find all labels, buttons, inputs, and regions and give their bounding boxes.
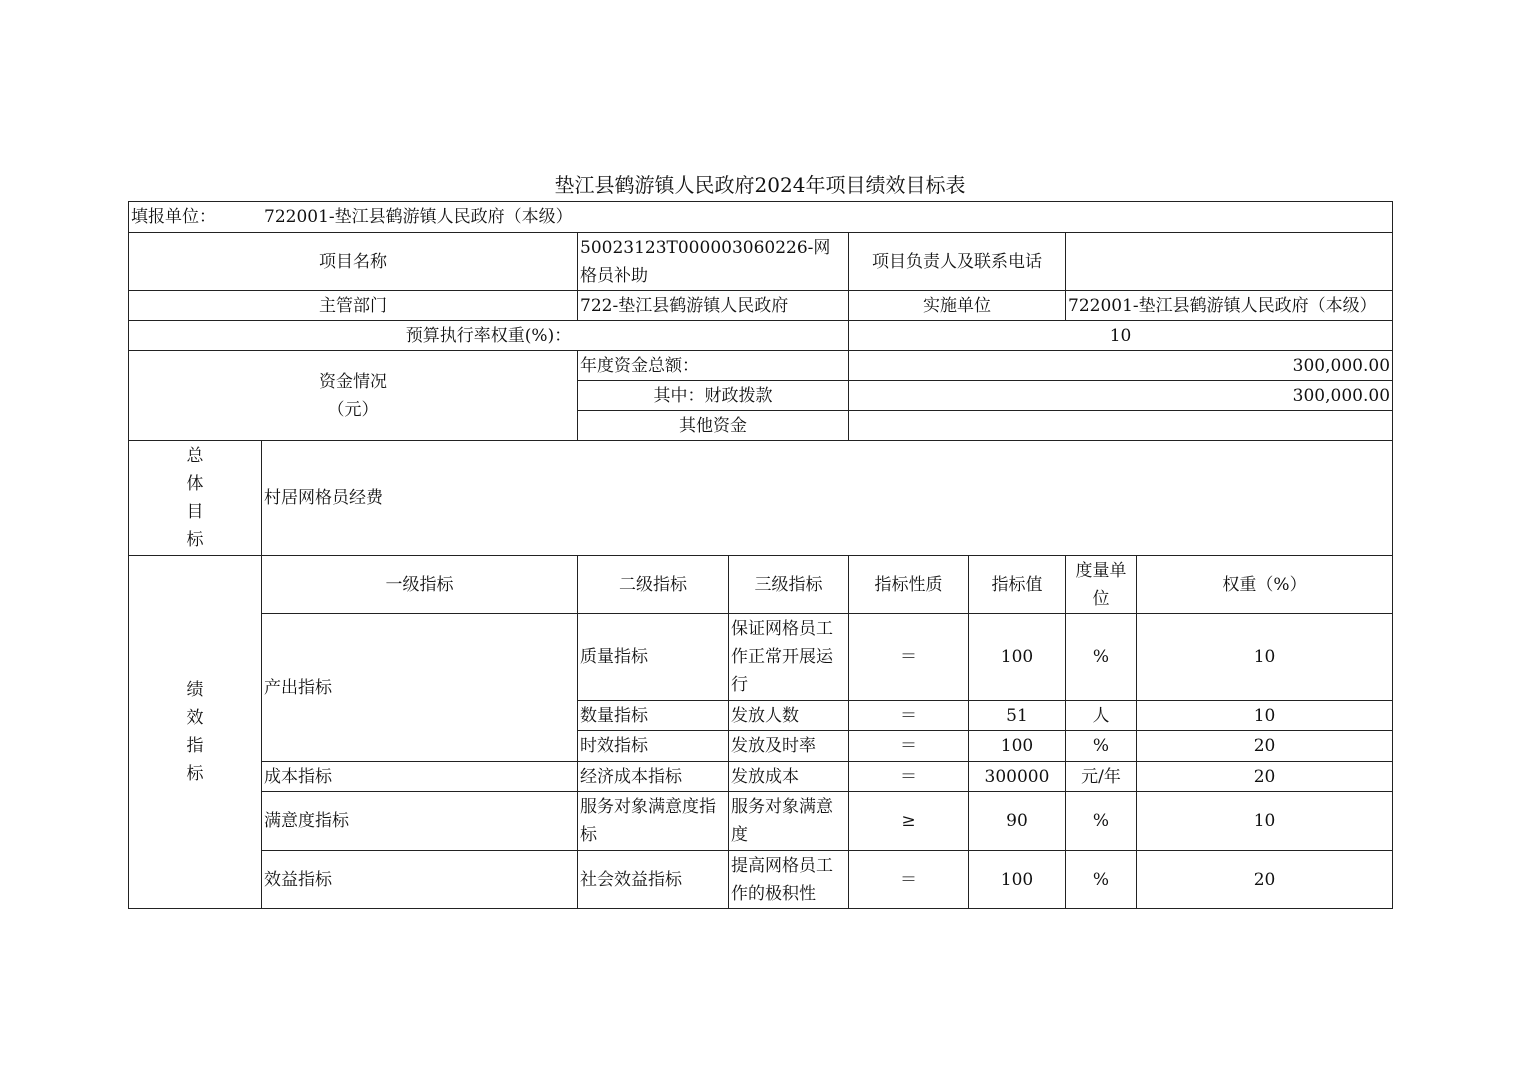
header-level1: 一级指标 [262,556,578,614]
row-l2: 服务对象满意度指标 [578,792,729,851]
row-weight: 20 [1137,851,1393,909]
indicators-label-char: 标 [186,764,204,784]
row-l3: 发放成本 [729,762,849,792]
row-value: 100 [969,731,1066,762]
goal-label-char: 体 [186,474,204,494]
project-name-label: 项目名称 [129,233,578,291]
budget-rate-value: 10 [849,321,1393,351]
dept-value: 722-垫江县鹤游镇人民政府 [578,291,849,321]
row-l3: 发放人数 [729,701,849,731]
indicators-label-char: 效 [186,708,204,728]
table-row [129,792,1393,851]
impl-unit-label: 实施单位 [849,291,1066,321]
row-l3: 提高网格员工作的极积性 [729,851,849,909]
row-weight: 10 [1137,792,1393,851]
funds-total-value: 300,000.00 [849,351,1393,381]
row-l2: 数量指标 [578,701,729,731]
goal-label-char: 总 [186,446,204,466]
header-nature: 指标性质 [849,556,969,614]
unit-label: 填报单位： [131,207,216,227]
funds-fiscal-label: 其中：财政拨款 [578,381,849,411]
project-name-value: 50023123T000003060226-网格员补助 [578,233,849,291]
funds-fiscal-value: 300,000.00 [849,381,1393,411]
funds-label-line2: （元） [327,399,379,420]
project-contact-value [1066,233,1393,291]
header-level3: 三级指标 [729,556,849,614]
unit-row [129,202,1393,233]
row-unit: % [1066,614,1137,701]
row-l2: 质量指标 [578,614,729,701]
group-benefit: 效益指标 [262,851,578,909]
unit-value: 722001-垫江县鹤游镇人民政府（本级） [264,207,573,227]
row-unit: % [1066,851,1137,909]
header-unit: 度量单位 [1066,556,1137,614]
header-weight: 权重（%） [1137,556,1393,614]
budget-rate-label: 预算执行率权重(%)： [129,321,849,351]
funds-row-total [129,351,1393,381]
header-value: 指标值 [969,556,1066,614]
funds-label [129,351,578,441]
row-nature: ＝ [849,762,969,792]
row-weight: 10 [1137,614,1393,701]
funds-other-label: 其他资金 [578,411,849,441]
funds-label-line1: 资金情况 [319,371,387,392]
row-l2: 经济成本指标 [578,762,729,792]
row-unit: % [1066,731,1137,762]
row-value: 100 [969,851,1066,909]
row-l2: 社会效益指标 [578,851,729,909]
unit-cell [129,202,1393,233]
page-title: 垫江县鹤游镇人民政府2024年项目绩效目标表 [554,173,966,197]
row-nature: ＝ [849,614,969,701]
dept-row [129,291,1393,321]
table-row [129,762,1393,792]
funds-other-value [849,411,1393,441]
group-satisfaction: 满意度指标 [262,792,578,851]
budget-rate-row [129,321,1393,351]
row-nature: ＝ [849,731,969,762]
goal-label-char: 标 [186,530,204,550]
group-output: 产出指标 [262,614,578,762]
impl-unit-value: 722001-垫江县鹤游镇人民政府（本级） [1066,291,1393,321]
row-weight: 20 [1137,731,1393,762]
group-cost: 成本指标 [262,762,578,792]
project-contact-label: 项目负责人及联系电话 [849,233,1066,291]
row-l3: 服务对象满意度 [729,792,849,851]
row-l2: 时效指标 [578,731,729,762]
funds-total-label: 年度资金总额： [578,351,849,381]
table-row [129,851,1393,909]
indicators-label-char: 绩 [186,680,204,700]
goal-label [129,441,262,556]
table-row [129,614,1393,701]
row-unit: 元/年 [1066,762,1137,792]
row-value: 51 [969,701,1066,731]
row-weight: 10 [1137,701,1393,731]
row-l3: 发放及时率 [729,731,849,762]
row-nature: ＝ [849,851,969,909]
row-unit: % [1066,792,1137,851]
indicators-label-char: 指 [186,736,204,756]
indicator-header-row [129,556,1393,614]
row-unit: 人 [1066,701,1137,731]
performance-target-table [128,201,1393,909]
goal-label-char: 目 [186,502,204,522]
row-nature: ≥ [849,792,969,851]
goal-row [129,441,1393,556]
row-value: 300000 [969,762,1066,792]
row-nature: ＝ [849,701,969,731]
row-value: 90 [969,792,1066,851]
row-value: 100 [969,614,1066,701]
header-level2: 二级指标 [578,556,729,614]
dept-label: 主管部门 [129,291,578,321]
goal-text: 村居网格员经费 [262,441,1393,556]
row-l3: 保证网格员工作正常开展运行 [729,614,849,701]
row-weight: 20 [1137,762,1393,792]
indicators-label [129,556,262,909]
project-row [129,233,1393,291]
